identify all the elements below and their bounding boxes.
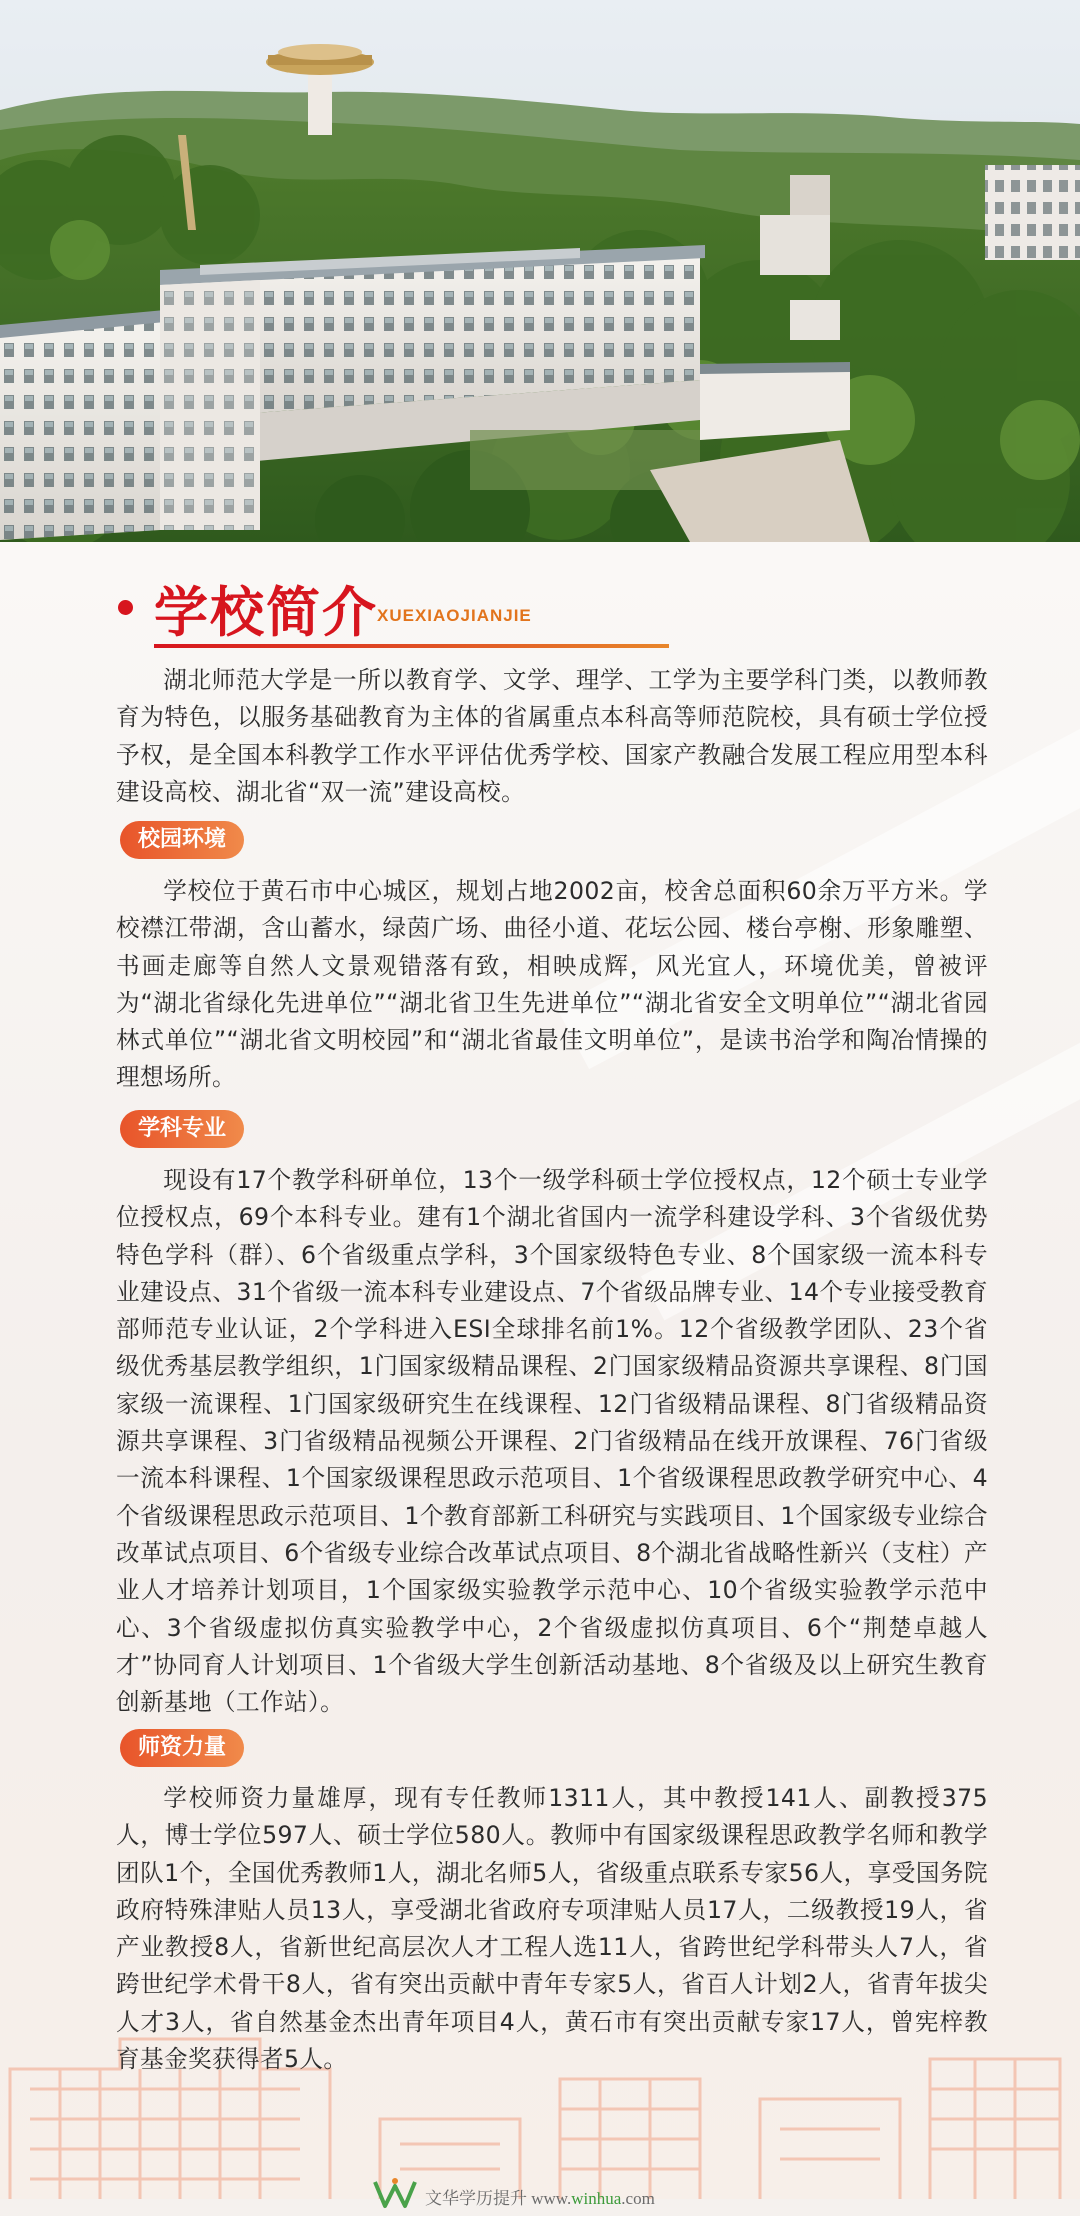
campus-aerial-illustration — [0, 0, 1080, 542]
footer-brand-text — [425, 2184, 655, 2209]
page-subtitle-pinyin: XUEXIAOJIANJIE — [377, 606, 532, 625]
page-title: 学校简介 — [154, 581, 378, 644]
tag-campus-environment: 校园环境 — [120, 821, 244, 859]
footer-url-prefix: www. — [531, 2189, 572, 2208]
disciplines-paragraph: 现设有17个教学科研单位，13个一级学科硕士学位授权点，12个硕士专业学位授权点，69个本科专业。建有1个湖北省国内一流学科建设学科、3个省级优势特色学科（群）、6个省级重点学科，3个国家级特色专业、8个国家级一流本科专业建设点、31个省级一流本科专业建设点、7个省级品牌专业、14个专业接受教育部师范专业认证，2个学科进入ESI全球排名前1%。12个省级教学团队、23个省级优秀基层教学组织，1门国家级精品课程、2门国家级精品资源共享课程、8门国家级一流课程、1门国家级研究生在线课程、12门省级精品课程、8门省级精品资源共享课程、3门省级精品视频公开课程、2门省级精品在线开放课程、76门省级一流本科课程、1个国家级课程思政示范项目、1个省级课程思政教学研究中心、4个省级课程思政示范项目、1个教育部新工科研究与实践项目、1个国家级专业综合改革试点项目、6个省级专业综合改革试点项目、8个湖北省战略性新兴（支柱）产业人才培养计划项目，1个国家级实验教学示范中心、10个省级实验教学示范中心、3个省级虚拟仿真实验教学中心，2个省级虚拟仿真项目、6个“荆楚卓越人才”协同育人计划项目、1个省级大学生创新活动基地、8个省级及以上研究生教育创新基地（工作站）。 — [116, 1166, 988, 1717]
winhua-logo-icon — [373, 2176, 417, 2210]
title-underline — [154, 644, 669, 648]
campus-environment-paragraph: 学校位于黄石市中心城区，规划占地2002亩，校舍总面积60余万平方米。学校襟江带湖，含山蓄水，绿茵广场、曲径小道、花坛公园、楼台亭榭、形象雕塑、书画走廊等自然人文景观错落有致，相映成辉，风光宜人，环境优美，曾被评为“湖北省绿化先进单位”“湖北省卫生先进单位”“湖北省安全文明单位”“湖北省园林式单位”“湖北省文明校园”和“湖北省最佳文明单位”，是读书治学和陶冶情操的理想场所。 — [116, 877, 988, 1092]
footer-url-highlight: winhua — [571, 2189, 622, 2208]
footer-url-suffix: .com — [621, 2189, 655, 2208]
bullet-dot-icon — [118, 600, 133, 615]
intro-paragraph: 湖北师范大学是一所以教育学、文学、理学、工学为主要学科门类，以教师教育为特色，以服务基础教育为主体的省属重点本科高等师范院校，具有硕士学位授予权，是全国本科教学工作水平评估优秀学校、国家产教融合发展工程应用型本科建设高校、湖北省“双一流”建设高校。 — [116, 666, 988, 806]
tag-disciplines: 学科专业 — [120, 1110, 244, 1148]
footer-brand: 文华学历提升 — [425, 2189, 527, 2208]
content-panel — [0, 542, 1080, 2199]
faculty-paragraph: 学校师资力量雄厚，现有专任教师1311人，其中教授141人、副教授375人，博士学位597人、硕士学位580人。教师中有国家级课程思政教学名师和教学团队1个，全国优秀教师1人，湖北名师5人，省级重点联系专家56人，享受国务院政府特殊津贴人员13人，享受湖北省政府专项津贴人员17人，二级教授19人，省产业教授8人，省新世纪高层次人才工程人选11人，省跨世纪学科带头人7人，省跨世纪学术骨干8人，省有突出贡献中青年专家5人，省百人计划2人，省青年拔尖人才3人，省自然基金杰出青年项目4人，黄石市有突出贡献专家17人，曾宪梓教育基金奖获得者5人。 — [116, 1784, 988, 2074]
tag-faculty: 师资力量 — [120, 1729, 244, 1767]
campus-hero-photo — [0, 0, 1080, 542]
